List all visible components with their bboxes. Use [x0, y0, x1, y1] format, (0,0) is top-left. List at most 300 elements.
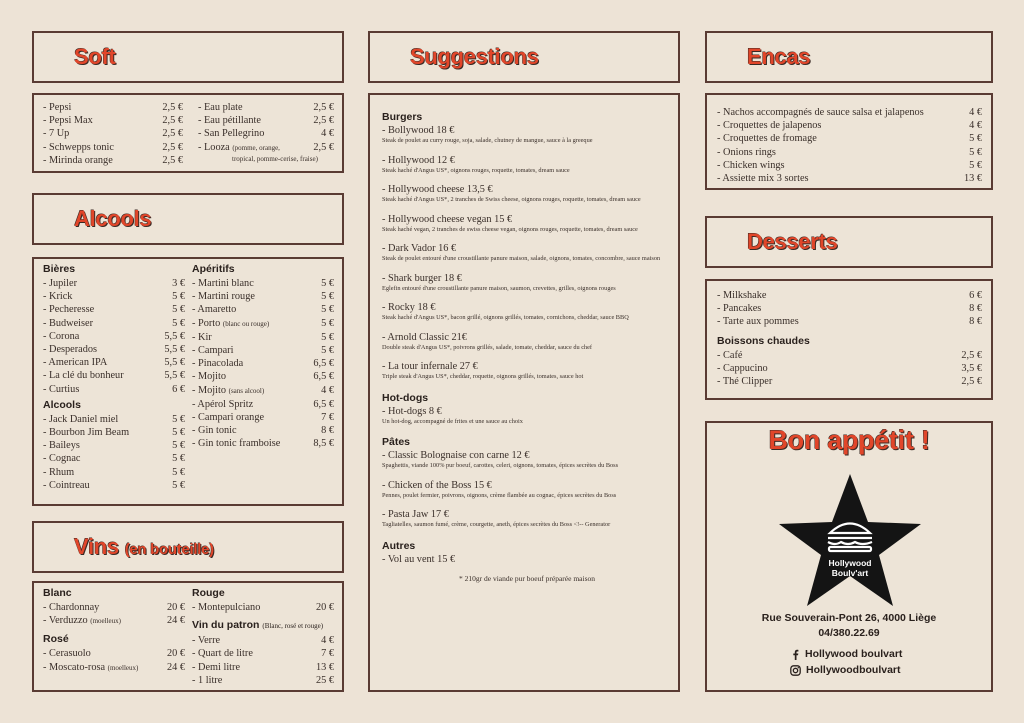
- suggestions-list-box: [368, 93, 680, 692]
- menu-item: [192, 601, 334, 614]
- item-left: [43, 343, 97, 356]
- suggestion-item: [382, 509, 672, 530]
- item-price: 5 €: [321, 331, 334, 343]
- item-left: [192, 647, 253, 660]
- item-left: [43, 466, 74, 479]
- encas-list-box: [705, 93, 993, 190]
- item-price: 5,5 €: [164, 370, 185, 382]
- item-name: - Verduzzo: [43, 615, 88, 627]
- item-price: 4 €: [969, 107, 982, 118]
- patron-heading: [192, 618, 334, 634]
- item-left: [717, 375, 772, 388]
- item-name: - Mojito: [192, 371, 227, 383]
- item-left: [717, 289, 766, 302]
- item-name: - Schwepps tonic: [43, 141, 114, 153]
- item-left: [192, 290, 255, 303]
- item-name: - Eau pétillante: [198, 115, 261, 127]
- item-note: (sans alcool): [228, 386, 265, 395]
- menu-item: [43, 479, 185, 492]
- item-price: 5 €: [321, 291, 334, 303]
- item-price: 2,5 €: [162, 154, 183, 166]
- menu-item: [192, 277, 334, 290]
- item-name: - Croquettes de jalapenos: [717, 120, 822, 132]
- item-name: - Demi litre: [192, 661, 241, 673]
- item-price: 2,5 €: [961, 376, 982, 388]
- item-price: 25 €: [315, 674, 334, 686]
- item-price: 20 €: [166, 602, 185, 613]
- menu-item: [43, 661, 185, 675]
- item-left: [192, 303, 236, 316]
- address: Rue Souverain-Pont 26, 4000 Liège: [761, 612, 937, 624]
- item-left: [192, 344, 233, 357]
- suggestion-desc: Steak de poulet au curry rouge, soja, salade, chutney de mangue, sauce à la greeque: [382, 137, 593, 144]
- soft-list-box: [32, 93, 344, 173]
- item-name: - Gin tonic framboise: [192, 438, 281, 450]
- menu-item: [192, 357, 334, 370]
- suggestion-desc: Tagliatelles, saumon fumé, crème, courgette, aneth, épices secrètes du Boss <!-- Generator: [382, 521, 611, 528]
- item-price: 5 €: [321, 278, 334, 289]
- menu-item: [43, 413, 185, 426]
- menu-item: [717, 146, 982, 159]
- item-name: - Desperados: [43, 344, 98, 356]
- item-left: [198, 127, 264, 140]
- item-price: 5 €: [172, 453, 185, 465]
- bon-appetit-text: Bon appétit !: [768, 425, 930, 455]
- chaudes-list: [717, 349, 982, 389]
- item-price: 5 €: [969, 133, 982, 145]
- item-price: 5 €: [321, 345, 334, 357]
- item-left: [198, 141, 280, 155]
- item-left: [717, 172, 809, 185]
- menu-item: [43, 127, 183, 140]
- menu-item: [43, 141, 183, 154]
- chaudes-heading: Boissons chaudes: [717, 334, 810, 347]
- item-left: [43, 452, 80, 465]
- menu-item: [192, 303, 334, 316]
- phone: 04/380.22.69: [818, 627, 880, 639]
- bieres-col: [43, 262, 185, 492]
- menu-item: [43, 452, 185, 465]
- item-price: 6,5 €: [313, 371, 334, 383]
- blanc-list: [43, 601, 185, 628]
- item-price: 5 €: [172, 479, 185, 491]
- item-price: 6,5 €: [313, 358, 334, 370]
- item-name: - Curtius: [43, 383, 80, 395]
- menu-item: [43, 369, 185, 382]
- suggestion-item: [382, 554, 672, 566]
- item-price: 8,5 €: [313, 438, 334, 450]
- item-name: - Cognac: [43, 453, 81, 465]
- blanc-heading: Blanc: [43, 587, 72, 599]
- suggestion-desc: Steak haché d'Angus US*, 2 tranches de Swiss cheese, oignons rouges, roquette, tomates, dream sauce: [382, 196, 641, 203]
- hotdogs-heading: Hot-dogs: [382, 391, 429, 404]
- looza-note: tropical, pomme-cerise, fraise): [232, 154, 318, 163]
- item-price: 2,5 €: [313, 102, 334, 113]
- suggestion-item: [382, 302, 672, 323]
- item-name: - Thé Clipper: [717, 376, 773, 388]
- menu-item: [43, 383, 185, 396]
- item-name: - Café: [717, 349, 743, 361]
- item-left: [192, 331, 212, 344]
- item-price: 7 €: [321, 412, 334, 424]
- autres-list: [382, 554, 672, 566]
- menu-item: [192, 290, 334, 303]
- item-price: 5 €: [172, 304, 185, 316]
- menu-item: [43, 356, 185, 369]
- item-name: - Pancakes: [717, 303, 762, 315]
- item-price: 6 €: [969, 290, 982, 301]
- burgers-list: [382, 125, 672, 382]
- suggestion-item: [382, 243, 672, 264]
- item-name: - Chardonnay: [43, 602, 100, 613]
- item-price: 2,5 €: [961, 349, 982, 361]
- item-price: 3 €: [172, 278, 185, 289]
- burgers-heading: Burgers: [382, 111, 423, 123]
- suggestion-desc: Pennes, poulet fermier, poivrons, oignons, crème flambée au cognac, épices secrètes du Boss: [382, 491, 617, 499]
- menu-item: [43, 154, 183, 167]
- menu-item: [192, 317, 334, 331]
- encas-list: [717, 106, 982, 185]
- alcools-heading: Alcools: [43, 398, 81, 411]
- menu-item: [43, 290, 185, 303]
- menu-item: [43, 303, 185, 316]
- pates-heading: Pâtes: [382, 436, 411, 448]
- menu-item: [192, 634, 334, 647]
- vins-left-col: [43, 586, 185, 675]
- item-name: - Porto: [192, 317, 221, 329]
- vins-title-small: (en bouteille): [124, 541, 214, 558]
- item-left: [717, 146, 776, 159]
- menu-item: [717, 172, 982, 185]
- suggestions-title-box: [368, 31, 680, 83]
- menu-item: [717, 315, 982, 328]
- soft-title-box: [32, 31, 344, 83]
- menu-item: [717, 106, 982, 119]
- suggestion-desc: Spaghettis, viande 100% pur boeuf, carottes, celeri, oignons, tomates, épices secrètes du Boss: [382, 462, 619, 469]
- item-price: 5,5 €: [164, 357, 185, 369]
- item-name: - Cappucino: [717, 362, 768, 374]
- item-price: 4 €: [969, 120, 982, 132]
- item-price: 2,5 €: [162, 141, 183, 153]
- suggestion-item: [382, 125, 672, 146]
- item-left: [43, 479, 90, 492]
- suggestion-name: - Hollywood cheese 13,5 €: [382, 184, 493, 195]
- menu-item: [192, 411, 334, 424]
- item-left: [198, 114, 261, 127]
- menu-item: [43, 101, 183, 114]
- alcools-list-box: [32, 257, 344, 506]
- item-name: - La clé du bonheur: [43, 370, 124, 382]
- suggestion-item: [382, 184, 672, 205]
- item-left: [43, 290, 72, 303]
- item-left: [717, 349, 742, 362]
- pates-list: [382, 450, 672, 530]
- menu-item: [43, 317, 185, 330]
- facebook-icon: [790, 649, 800, 660]
- suggestion-item: [382, 480, 672, 501]
- suggestion-desc: Triple steak d'Angus US*, cheddar, roquette, oignons grillés, tomates, sauce hot: [382, 373, 584, 380]
- instagram-link[interactable]: [790, 664, 901, 676]
- menu-item: [717, 119, 982, 132]
- vins-title: [74, 534, 214, 560]
- item-name: - Cointreau: [43, 479, 90, 491]
- suggestions-body: [382, 110, 672, 583]
- item-price: 2,5 €: [162, 102, 183, 113]
- menu-item: [198, 114, 334, 127]
- logo-line1: Hollywood: [828, 558, 872, 568]
- suggestion-name: - Bollywood 18 €: [382, 125, 455, 136]
- menu-item: [192, 424, 334, 437]
- aperitifs-col: [192, 262, 334, 451]
- item-price: 8 €: [969, 316, 982, 328]
- item-name: - Apérol Spritz: [192, 398, 254, 410]
- item-price: 5 €: [321, 317, 334, 329]
- item-price: 5 €: [969, 159, 982, 171]
- suggestion-name: - Chicken of the Boss 15 €: [382, 479, 492, 491]
- patron-list: [192, 634, 334, 687]
- autres-heading: Autres: [382, 539, 416, 552]
- suggestion-name: - Hot-dogs 8 €: [382, 405, 442, 417]
- menu-item: [43, 466, 185, 479]
- item-left: [43, 661, 138, 675]
- menu-item: [43, 614, 185, 628]
- item-price: 20 €: [315, 602, 334, 613]
- menu-item: [43, 601, 185, 614]
- item-name: - Pepsi: [43, 102, 72, 113]
- item-left: [192, 634, 220, 647]
- encas-title-box: [705, 31, 993, 83]
- item-name: - Verre: [192, 635, 221, 647]
- suggestion-desc: Steak haché d'Angus US*, bacon grillé, oignons grillés, tomates, cornichons, cheddar, sauce BBQ: [382, 314, 629, 321]
- item-name: - Quart de litre: [192, 648, 253, 660]
- suggestion-desc: Double steak d'Angus US*, poivrons grillés, salade, tomate, cheddar, sauce du chef: [382, 343, 593, 351]
- suggestion-name: - La tour infernale 27 €: [382, 361, 478, 372]
- item-left: [43, 647, 91, 660]
- item-price: 4 €: [321, 384, 334, 396]
- instagram-icon: [790, 665, 801, 676]
- soft-title: Soft: [74, 44, 116, 69]
- menu-item: [192, 370, 334, 383]
- item-left: [717, 159, 785, 172]
- menu-item: [43, 277, 185, 290]
- item-left: [192, 411, 264, 424]
- item-name: - Pinacolada: [192, 358, 244, 370]
- item-name: - Kir: [192, 331, 212, 343]
- suggestion-name: - Hollywood 12 €: [382, 154, 455, 166]
- item-name: - San Pellegrino: [198, 128, 265, 140]
- menu-item: [198, 101, 334, 114]
- item-left: [192, 357, 243, 370]
- item-name: - Milkshake: [717, 290, 767, 301]
- item-name: - Pecheresse: [43, 304, 95, 316]
- suggestion-desc: Un hot-dog, accompagné de frites et une sauce au choix: [382, 417, 523, 425]
- desserts-col: [717, 289, 982, 388]
- aperitifs-list: [192, 277, 334, 451]
- vins-title-box: [32, 521, 344, 573]
- item-name: - American IPA: [43, 357, 108, 369]
- item-price: 24 €: [166, 615, 185, 627]
- item-name: - Mojito: [192, 384, 227, 396]
- suggestion-item: [382, 361, 672, 382]
- item-left: [717, 315, 799, 328]
- item-price: 5 €: [172, 427, 185, 439]
- item-left: [192, 370, 226, 383]
- desserts-title: Desserts: [747, 229, 838, 254]
- item-name: - Looza: [198, 141, 230, 153]
- item-left: [192, 277, 254, 290]
- rouge-heading: Rouge: [192, 587, 225, 599]
- item-price: 13 €: [963, 173, 982, 185]
- menu-item: [192, 647, 334, 660]
- menu-item: [43, 426, 185, 439]
- menu-item: [43, 343, 185, 356]
- item-price: 7 €: [321, 648, 334, 660]
- item-left: [43, 601, 99, 614]
- desserts-title-box: [705, 216, 993, 268]
- item-name: - Campari: [192, 345, 234, 357]
- item-left: [43, 330, 79, 343]
- suggestion-item: [382, 273, 672, 294]
- item-left: [43, 614, 121, 628]
- menu-item: [717, 132, 982, 145]
- suggestion-name: - Hollywood cheese vegan 15 €: [382, 213, 513, 225]
- suggestion-item: [382, 332, 672, 353]
- item-name: - Jupiler: [43, 278, 78, 289]
- item-left: [717, 132, 817, 145]
- item-name: - Gin tonic: [192, 425, 237, 437]
- item-note: (pomme, orange,: [232, 143, 280, 152]
- suggestion-desc: Steak haché d'Angus US*, oignons rouges, roquette, tomates, dream sauce: [382, 166, 570, 174]
- item-price: 24 €: [166, 661, 185, 673]
- item-name: - Moscato-rosa: [43, 661, 106, 673]
- item-name: - Pepsi Max: [43, 115, 93, 127]
- item-left: [43, 154, 113, 167]
- item-price: 20 €: [166, 648, 185, 660]
- item-left: [43, 101, 71, 114]
- item-name: - Eau plate: [198, 102, 243, 113]
- item-price: 5 €: [172, 440, 185, 452]
- menu-item: [717, 289, 982, 302]
- suggestions-footnote: * 210gr de viande pur boeuf préparée maison: [459, 573, 595, 583]
- item-left: [192, 674, 222, 687]
- item-name: - Croquettes de fromage: [717, 133, 817, 145]
- soft-col2: [198, 101, 334, 164]
- item-name: - Campari orange: [192, 412, 265, 424]
- menu-item: [192, 674, 334, 687]
- alcools-list: [43, 413, 185, 492]
- item-name: - Jack Daniel miel: [43, 413, 119, 425]
- item-price: 2,5 €: [313, 141, 334, 153]
- item-left: [43, 141, 114, 154]
- menu-item: [192, 437, 334, 450]
- menu-item: [717, 302, 982, 315]
- alcools-title: Alcools: [74, 206, 152, 231]
- suggestion-desc: Eglefin entouré d'une croustillante panure maison, saumon, crevettes, grilles, oignons rouges: [382, 284, 616, 292]
- item-left: [43, 383, 79, 396]
- item-price: 8 €: [321, 425, 334, 437]
- bon-appetit-heading: [705, 425, 993, 456]
- item-price: 4 €: [321, 128, 334, 140]
- item-price: 5 €: [172, 413, 185, 425]
- instagram-handle: Hollywoodboulvart: [806, 664, 901, 676]
- item-price: 5 €: [172, 291, 185, 303]
- item-name: - Nachos accompagnés de sauce salsa et jalapenos: [717, 107, 924, 118]
- item-left: [43, 303, 94, 316]
- vins-right-col: [192, 586, 334, 687]
- item-name: - Mirinda orange: [43, 154, 113, 166]
- item-left: [43, 114, 93, 127]
- menu-item: [198, 141, 334, 155]
- item-left: [717, 302, 761, 315]
- item-left: [192, 317, 269, 331]
- item-left: [717, 119, 821, 132]
- hotdogs-list: [382, 406, 672, 427]
- item-price: 5,5 €: [164, 344, 185, 356]
- item-price: 5 €: [172, 317, 185, 329]
- item-left: [198, 101, 243, 114]
- item-name: - Martini blanc: [192, 278, 254, 289]
- item-name: - Krick: [43, 291, 73, 303]
- suggestion-item: [382, 214, 672, 235]
- patron-note: (Blanc, rosé et rouge): [262, 622, 324, 631]
- item-name: - 1 litre: [192, 674, 223, 686]
- item-left: [43, 439, 80, 452]
- patron-title: Vin du patron: [192, 619, 260, 632]
- menu-item: [43, 330, 185, 343]
- item-price: 5 €: [172, 466, 185, 478]
- item-price: 6 €: [172, 383, 185, 395]
- item-price: 5,5 €: [164, 330, 185, 342]
- item-price: 2,5 €: [162, 128, 183, 140]
- menu-item: [717, 159, 982, 172]
- menu-item: [192, 398, 334, 411]
- item-price: 13 €: [315, 661, 334, 673]
- item-left: [43, 127, 69, 140]
- item-name: - Bourbon Jim Beam: [43, 427, 130, 439]
- item-name: - Assiette mix 3 sortes: [717, 173, 809, 185]
- item-price: 6,5 €: [313, 398, 334, 410]
- item-left: [192, 384, 264, 398]
- facebook-link[interactable]: [790, 648, 902, 660]
- menu-item: [198, 127, 334, 140]
- item-left: [192, 424, 237, 437]
- suggestions-title: Suggestions: [410, 44, 539, 69]
- suggestion-name: - Pasta Jaw 17 €: [382, 509, 449, 520]
- item-name: - Montepulciano: [192, 602, 261, 613]
- menu-item: [43, 439, 185, 452]
- suggestion-item: [382, 450, 672, 471]
- item-name: - Martini rouge: [192, 291, 255, 303]
- item-left: [43, 369, 124, 382]
- desserts-list: [717, 289, 982, 329]
- menu-item: [717, 375, 982, 388]
- item-left: [192, 661, 240, 674]
- item-price: 2,5 €: [313, 115, 334, 127]
- item-price: 5 €: [969, 146, 982, 158]
- bieres-list: [43, 277, 185, 396]
- star-icon: [775, 470, 925, 610]
- rose-heading: Rosé: [43, 633, 69, 646]
- item-name: - Budweiser: [43, 317, 94, 329]
- desserts-list-box: [705, 279, 993, 400]
- facebook-handle: Hollywood boulvart: [805, 648, 903, 660]
- suggestion-name: - Dark Vador 16 €: [382, 243, 457, 254]
- item-note: (moelleux): [107, 663, 139, 672]
- item-name: - Rhum: [43, 466, 75, 478]
- suggestion-name: - Classic Bolognaise con carne 12 €: [382, 450, 530, 461]
- item-name: - Chicken wings: [717, 159, 785, 171]
- suggestion-name: - Vol au vent 15 €: [382, 553, 456, 565]
